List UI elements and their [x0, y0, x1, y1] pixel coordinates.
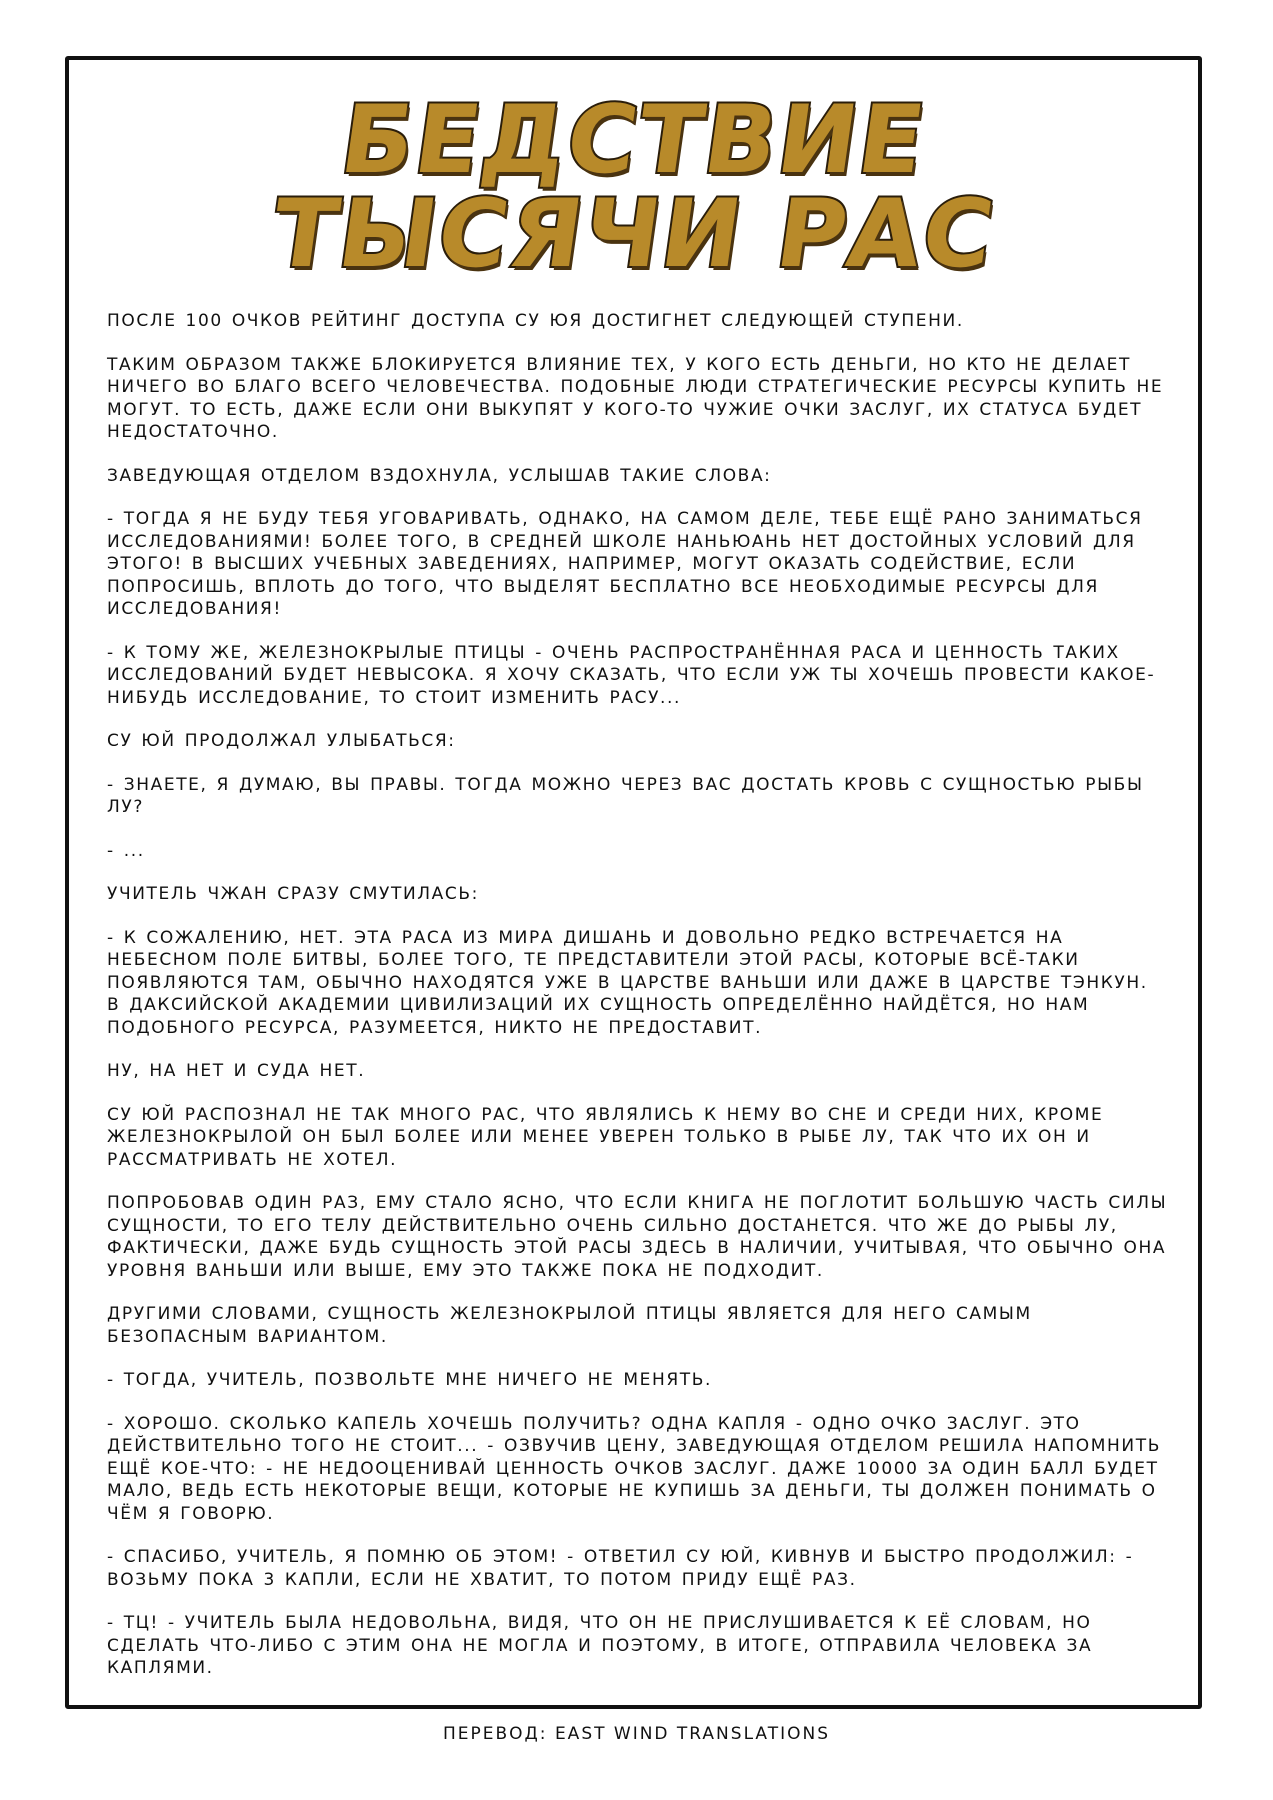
paragraph: НУ, НА НЕТ И СУДА НЕТ.	[107, 1061, 366, 1081]
paragraph: - СПАСИБО, УЧИТЕЛЬ, Я ПОМНЮ ОБ ЭТОМ! - ОТВЕТИЛ СУ ЮЙ, КИВНУВ И БЫСТРО ПРОДОЛЖИЛ: - ВОЗЬМУ ПОКА 3 КАПЛИ, ЕСЛИ НЕ ХВАТИТ, ТО ПОТОМ ПРИДУ ЕЩЁ РАЗ.	[107, 1547, 1134, 1590]
paragraph: - К ТОМУ ЖЕ, ЖЕЛЕЗНОКРЫЛЫЕ ПТИЦЫ - ОЧЕНЬ РАСПРОСТРАНЁННАЯ РАСА И ЦЕННОСТЬ ТАКИХ ИССЛЕДОВАНИЙ БУДЕТ НЕВЫСОКА. Я ХОЧУ СКАЗАТЬ, ЧТО ЕСЛИ УЖ ТЫ ХОЧЕШЬ ПРОВЕСТИ КАКОЕ-НИБУДЬ ИССЛЕДОВАНИЕ, ТО СТОИТ ИЗМЕНИТЬ РАСУ...	[107, 642, 1156, 708]
paragraph: ЗАВЕДУЮЩАЯ ОТДЕЛОМ ВЗДОХНУЛА, УСЛЫШАВ ТАКИЕ СЛОВА:	[107, 465, 772, 486]
title-line-1: БЕДСТВИЕ	[334, 86, 933, 195]
paragraph: ПОПРОБОВАВ ОДИН РАЗ, ЕМУ СТАЛО ЯСНО, ЧТО ЕСЛИ КНИГА НЕ ПОГЛОТИТ БОЛЬШУЮ ЧАСТЬ СИЛЫ СУЩНОСТИ, ТО ЕГО ТЕЛУ ДЕЙСТВИТЕЛЬНО ОЧЕНЬ СИЛЬНО ДОСТАНЕТСЯ. ЧТО ЖЕ ДО РЫБЫ ЛУ, ФАКТИЧЕСКИ, ДАЖЕ БУДЬ СУЩНОСТЬ ЭТОЙ РАСЫ ЗДЕСЬ В НАЛИЧИИ, УЧИТЫВАЯ, ЧТО ОБЫЧНО ОНА УРОВНЯ ВАНЬШИ ИЛИ ВЫШЕ, ЕМУ ЭТО ТАКЖЕ ПОКА НЕ ПОДХОДИТ.	[107, 1193, 1168, 1281]
paragraph: ТАКИМ ОБРАЗОМ ТАКЖЕ БЛОКИРУЕТСЯ ВЛИЯНИЕ ТЕХ, У КОГО ЕСТЬ ДЕНЬГИ, НО КТО НЕ ДЕЛАЕТ НИЧЕГО ВО БЛАГО ВСЕГО ЧЕЛОВЕЧЕСТВА. ПОДОБНЫЕ ЛЮДИ СТРАТЕГИЧЕСКИЕ РЕСУРСЫ КУПИТЬ НЕ МОГУТ. ТО ЕСТЬ, ДАЖЕ ЕСЛИ ОНИ ВЫКУПЯТ У КОГО-ТО ЧУЖИЕ ОЧКИ ЗАСЛУГ, ИХ СТАТУСА БУДЕТ НЕДОСТАТОЧНО.	[107, 354, 1164, 442]
paragraph: - ТЦ! - УЧИТЕЛЬ БЫЛА НЕДОВОЛЬНА, ВИДЯ, ЧТО ОН НЕ ПРИСЛУШИВАЕТСЯ К ЕЁ СЛОВАМ, НО СДЕЛАТЬ ЧТО-ЛИБО С ЭТИМ ОНА НЕ МОГЛА И ПОЭТОМУ, В ИТОГЕ, ОТПРАВИЛА ЧЕЛОВЕКА ЗА КАПЛЯМИ.	[107, 1613, 1093, 1678]
paragraph: ПОСЛЕ 100 ОЧКОВ РЕЙТИНГ ДОСТУПА СУ ЮЯ ДОСТИГНЕТ СЛЕДУЮЩЕЙ СТУПЕНИ.	[107, 311, 964, 331]
paragraph: ДРУГИМИ СЛОВАМИ, СУЩНОСТЬ ЖЕЛЕЗНОКРЫЛОЙ ПТИЦЫ ЯВЛЯЕТСЯ ДЛЯ НЕГО САМЫМ БЕЗОПАСНЫМ ВАРИАНТОМ.	[107, 1304, 1032, 1347]
chapter-title	[69, 86, 1198, 289]
paragraph: - ЗНАЕТЕ, Я ДУМАЮ, ВЫ ПРАВЫ. ТОГДА МОЖНО ЧЕРЕЗ ВАС ДОСТАТЬ КРОВЬ С СУЩНОСТЬЮ РЫБЫ ЛУ?	[107, 774, 1144, 817]
paragraph: - ...	[107, 840, 145, 861]
paragraph: - ТОГДА Я НЕ БУДУ ТЕБЯ УГОВАРИВАТЬ, ОДНАКО, НА САМОМ ДЕЛЕ, ТЕБЕ ЕЩЁ РАНО ЗАНИМАТЬСЯ ИССЛЕДОВАНИЯМИ! БОЛЕЕ ТОГО, В СРЕДНЕЙ ШКОЛЕ НАНЬЮАНЬ НЕТ ДОСТОЙНЫХ УСЛОВИЙ ДЛЯ ЭТОГО! В ВЫСШИХ УЧЕБНЫХ ЗАВЕДЕНИЯХ, НАПРИМЕР, МОГУТ ОКАЗАТЬ СОДЕЙСТВИЕ, ЕСЛИ ПОПРОСИШЬ, ВПЛОТЬ ДО ТОГО, ЧТО ВЫДЕЛЯТ БЕСПЛАТНО ВСЕ НЕОБХОДИМЫЕ РЕСУРСЫ ДЛЯ ИССЛЕДОВАНИЯ!	[107, 509, 1143, 619]
paragraph: - ХОРОШО. СКОЛЬКО КАПЕЛЬ ХОЧЕШЬ ПОЛУЧИТЬ? ОДНА КАПЛЯ - ОДНО ОЧКО ЗАСЛУГ. ЭТО ДЕЙСТВИТЕЛЬНО ТОГО НЕ СТОИТ... - ОЗВУЧИВ ЦЕНУ, ЗАВЕДУЮЩАЯ ОТДЕЛОМ РЕШИЛА НАПОМНИТЬ ЕЩЁ КОЕ-ЧТО: - НЕ НЕДООЦЕНИВАЙ ЦЕННОСТЬ ОЧКОВ ЗАСЛУГ. ДАЖЕ 10000 ЗА ОДИН БАЛЛ БУДЕТ МАЛО, ВЕДЬ ЕСТЬ НЕКОТОРЫЕ ВЕЩИ, КОТОРЫЕ НЕ КУПИШЬ ЗА ДЕНЬГИ, ТЫ ДОЛЖЕН ПОНИМАТЬ О ЧЁМ Я ГОВОРЮ.	[107, 1413, 1161, 1524]
translation-credit: ПЕРЕВОД: EAST WIND TRANSLATIONS	[442, 1724, 831, 1744]
paragraph: - ТОГДА, УЧИТЕЛЬ, ПОЗВОЛЬТЕ МНЕ НИЧЕГО НЕ МЕНЯТЬ.	[107, 1370, 713, 1390]
page-frame	[65, 56, 1202, 1709]
text-body	[107, 310, 1169, 1701]
paragraph: УЧИТЕЛЬ ЧЖАН СРАЗУ СМУТИЛАСЬ:	[107, 884, 479, 904]
paragraph: СУ ЮЙ ПРОДОЛЖАЛ УЛЫБАТЬСЯ:	[107, 731, 456, 751]
paragraph: - К СОЖАЛЕНИЮ, НЕТ. ЭТА РАСА ИЗ МИРА ДИШАНЬ И ДОВОЛЬНО РЕДКО ВСТРЕЧАЕТСЯ НА НЕБЕСНОМ ПОЛЕ БИТВЫ, БОЛЕЕ ТОГО, ТЕ ПРЕДСТАВИТЕЛИ ЭТОЙ РАСЫ, КОТОРЫЕ ВСЁ-ТАКИ ПОЯВЛЯЮТСЯ ТАМ, ОБЫЧНО НАХОДЯТСЯ УЖЕ В ЦАРСТВЕ ВАНЬШИ ИЛИ ДАЖЕ В ЦАРСТВЕ ТЭНКУН. В ДАКCИЙСКОЙ АКАДЕМИИ ЦИВИЛИЗАЦИЙ ИХ СУЩНОСТЬ ОПРЕДЕЛЁННО НАЙДЁТСЯ, НО НАМ ПОДОБНОГО РЕСУРСА, РАЗУМЕЕТСЯ, НИКТО НЕ ПРЕДОСТАВИТ.	[107, 927, 1148, 1038]
paragraph: СУ ЮЙ РАСПОЗНАЛ НЕ ТАК МНОГО РАС, ЧТО ЯВЛЯЛИСЬ К НЕМУ ВО СНЕ И СРЕДИ НИХ, КРОМЕ ЖЕЛЕЗНОКРЫЛОЙ ОН БЫЛ БОЛЕЕ ИЛИ МЕНЕЕ УВЕРЕН ТОЛЬКО В РЫБЕ ЛУ, ТАК ЧТО ИХ ОН И РАССМАТРИВАТЬ НЕ ХОТЕЛ.	[107, 1104, 1104, 1170]
title-line-2: ТЫСЯЧИ РАС	[265, 180, 1002, 289]
